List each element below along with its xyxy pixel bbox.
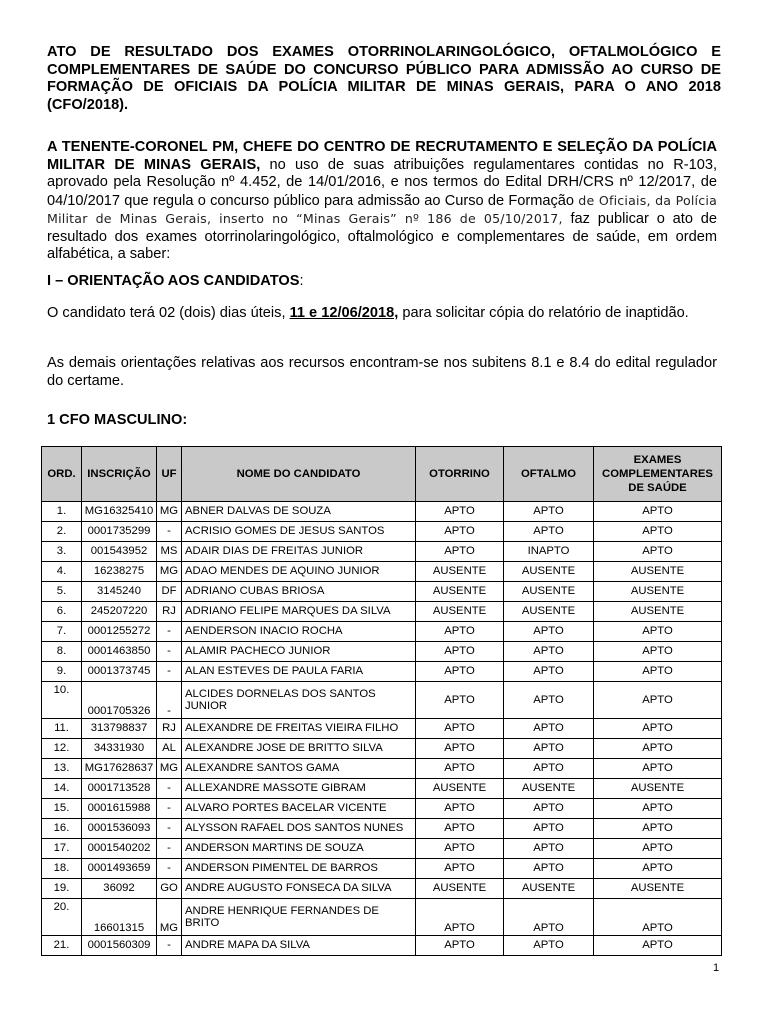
appeals-paragraph: As demais orientações relativas aos recursos encontram-se nos subitens 8.1 e 8.4 do edital regulador do certame. bbox=[47, 355, 717, 389]
cell-uf: DF bbox=[157, 582, 182, 602]
cell-inscricao: 16601315 bbox=[82, 899, 157, 936]
cell-nome: ADAIR DIAS DE FREITAS JUNIOR bbox=[182, 542, 416, 562]
cell-inscricao: 0001615988 bbox=[82, 799, 157, 819]
cell-ord: 18. bbox=[42, 859, 82, 879]
cell-inscricao: 0001735299 bbox=[82, 522, 157, 542]
cell-nome: ABNER DALVAS DE SOUZA bbox=[182, 502, 416, 522]
cell-exames: APTO bbox=[594, 899, 722, 936]
intro-paragraph bbox=[47, 139, 717, 264]
cell-ord: 20. bbox=[42, 899, 82, 936]
cell-nome: ALEXANDRE JOSE DE BRITTO SILVA bbox=[182, 739, 416, 759]
cell-otorrino: AUSENTE bbox=[416, 602, 504, 622]
cell-uf: - bbox=[157, 522, 182, 542]
cell-uf: MG bbox=[157, 562, 182, 582]
cell-ord: 15. bbox=[42, 799, 82, 819]
cell-oftalmo: APTO bbox=[504, 859, 594, 879]
cell-nome: ALLEXANDRE MASSOTE GIBRAM bbox=[182, 779, 416, 799]
cell-nome: ACRISIO GOMES DE JESUS SANTOS bbox=[182, 522, 416, 542]
cell-inscricao: 0001373745 bbox=[82, 662, 157, 682]
cell-ord: 2. bbox=[42, 522, 82, 542]
table-row bbox=[42, 779, 722, 799]
cell-ord: 10. bbox=[42, 682, 82, 719]
section-heading-colon: : bbox=[299, 273, 304, 289]
cell-uf: MG bbox=[157, 502, 182, 522]
cell-otorrino: APTO bbox=[416, 739, 504, 759]
cell-oftalmo: AUSENTE bbox=[504, 879, 594, 899]
cell-uf: MG bbox=[157, 899, 182, 936]
cell-exames: APTO bbox=[594, 839, 722, 859]
section-heading-text: I – ORIENTAÇÃO AOS CANDIDATOS bbox=[47, 273, 300, 289]
cell-exames: APTO bbox=[594, 719, 722, 739]
cell-nome: ANDERSON MARTINS DE SOUZA bbox=[182, 839, 416, 859]
cell-nome: ANDERSON PIMENTEL DE BARROS bbox=[182, 859, 416, 879]
cell-otorrino: AUSENTE bbox=[416, 562, 504, 582]
cell-otorrino: APTO bbox=[416, 542, 504, 562]
cell-oftalmo: APTO bbox=[504, 739, 594, 759]
table-row bbox=[42, 839, 722, 859]
cell-nome: ALYSSON RAFAEL DOS SANTOS NUNES bbox=[182, 819, 416, 839]
cell-ord: 19. bbox=[42, 879, 82, 899]
cell-oftalmo: APTO bbox=[504, 819, 594, 839]
cell-uf: - bbox=[157, 839, 182, 859]
cell-ord: 11. bbox=[42, 719, 82, 739]
deadline-paragraph-end: para solicitar cópia do relatório de inaptidão. bbox=[398, 305, 689, 321]
cell-ord: 8. bbox=[42, 642, 82, 662]
header-nome: NOME DO CANDIDATO bbox=[182, 447, 416, 502]
cell-inscricao: 0001493659 bbox=[82, 859, 157, 879]
cell-otorrino: APTO bbox=[416, 642, 504, 662]
results-table bbox=[41, 446, 722, 956]
table-row bbox=[42, 602, 722, 622]
cell-exames: AUSENTE bbox=[594, 602, 722, 622]
document-title: ATO DE RESULTADO DOS EXAMES OTORRINOLARINGOLÓGICO, OFTALMOLÓGICO E COMPLEMENTARES DE SAÚDE DO CONCURSO PÚBLICO PARA ADMISSÃO AO CURSO DE FORMAÇÃO DE OFICIAIS DA POLÍCIA MILITAR DE MINAS GERAIS, PARA O ANO 2018 (CFO/2018). bbox=[47, 44, 721, 113]
cell-ord: 1. bbox=[42, 502, 82, 522]
cell-exames: APTO bbox=[594, 739, 722, 759]
table-row bbox=[42, 859, 722, 879]
cell-oftalmo: APTO bbox=[504, 622, 594, 642]
cell-oftalmo: APTO bbox=[504, 759, 594, 779]
cell-inscricao: 16238275 bbox=[82, 562, 157, 582]
cell-otorrino: APTO bbox=[416, 522, 504, 542]
cell-inscricao: 36092 bbox=[82, 879, 157, 899]
cell-exames: APTO bbox=[594, 682, 722, 719]
cell-inscricao: MG16325410 bbox=[82, 502, 157, 522]
intro-gazette: de Oficiais, da Polícia Militar de Minas Gerais, inserto no “Minas Gerais” nº 186 de 05/10/2017, bbox=[47, 192, 717, 226]
cell-otorrino: APTO bbox=[416, 682, 504, 719]
cell-uf: - bbox=[157, 859, 182, 879]
cell-exames: AUSENTE bbox=[594, 582, 722, 602]
cell-oftalmo: AUSENTE bbox=[504, 779, 594, 799]
cell-inscricao: 34331930 bbox=[82, 739, 157, 759]
table-row bbox=[42, 522, 722, 542]
cell-nome: ALAMIR PACHECO JUNIOR bbox=[182, 642, 416, 662]
cell-nome: ALEXANDRE DE FREITAS VIEIRA FILHO bbox=[182, 719, 416, 739]
intro-lead: A TENENTE-CORONEL PM, CHEFE DO CENTRO DE RECRUTAMENTO E SELEÇÃO DA POLÍCIA MILITAR DE MINAS GERAIS, bbox=[47, 139, 717, 173]
results-body bbox=[42, 502, 722, 956]
cell-nome: ALEXANDRE SANTOS GAMA bbox=[182, 759, 416, 779]
cell-inscricao: 3145240 bbox=[82, 582, 157, 602]
table-row bbox=[42, 719, 722, 739]
cell-uf: - bbox=[157, 642, 182, 662]
cell-ord: 6. bbox=[42, 602, 82, 622]
table-row bbox=[42, 662, 722, 682]
cell-inscricao: 0001255272 bbox=[82, 622, 157, 642]
table-row bbox=[42, 642, 722, 662]
cell-inscricao: 313798837 bbox=[82, 719, 157, 739]
cell-ord: 4. bbox=[42, 562, 82, 582]
cell-uf: - bbox=[157, 779, 182, 799]
cell-ord: 12. bbox=[42, 739, 82, 759]
cell-otorrino: APTO bbox=[416, 622, 504, 642]
cell-exames: APTO bbox=[594, 859, 722, 879]
deadline-paragraph bbox=[47, 304, 717, 322]
cell-nome: ANDRE HENRIQUE FERNANDES DE BRITO bbox=[182, 899, 416, 936]
cell-ord: 3. bbox=[42, 542, 82, 562]
cell-ord: 21. bbox=[42, 936, 82, 956]
cell-exames: APTO bbox=[594, 759, 722, 779]
table-row bbox=[42, 502, 722, 522]
cell-uf: - bbox=[157, 622, 182, 642]
table-row bbox=[42, 682, 722, 719]
table-row bbox=[42, 799, 722, 819]
cell-oftalmo: APTO bbox=[504, 682, 594, 719]
cell-oftalmo: APTO bbox=[504, 642, 594, 662]
cell-uf: - bbox=[157, 799, 182, 819]
cell-uf: MS bbox=[157, 542, 182, 562]
cell-exames: APTO bbox=[594, 819, 722, 839]
cell-ord: 16. bbox=[42, 819, 82, 839]
cell-otorrino: AUSENTE bbox=[416, 582, 504, 602]
cell-exames: APTO bbox=[594, 502, 722, 522]
cell-nome: ALAN ESTEVES DE PAULA FARIA bbox=[182, 662, 416, 682]
table-row bbox=[42, 582, 722, 602]
cell-nome: ALVARO PORTES BACELAR VICENTE bbox=[182, 799, 416, 819]
cell-exames: APTO bbox=[594, 936, 722, 956]
cell-exames: APTO bbox=[594, 542, 722, 562]
cell-oftalmo: APTO bbox=[504, 719, 594, 739]
cell-exames: APTO bbox=[594, 799, 722, 819]
cell-exames: AUSENTE bbox=[594, 562, 722, 582]
cell-exames: AUSENTE bbox=[594, 779, 722, 799]
header-inscricao: INSCRIÇÃO bbox=[82, 447, 157, 502]
cell-nome: ADRIANO FELIPE MARQUES DA SILVA bbox=[182, 602, 416, 622]
intro-body: no uso de suas atribuições regulamentares contidas no R-103, aprovado pela Resolução nº 4.452, de 14/01/2016, e nos termos do Edital DRH/CRS nº 12/2017, de 04/10/2017 que regula o concurso público para admissão ao Curso de Formação bbox=[47, 156, 717, 209]
cell-nome: ADAO MENDES DE AQUINO JUNIOR bbox=[182, 562, 416, 582]
table-header-row bbox=[42, 447, 722, 502]
cell-inscricao: 0001540202 bbox=[82, 839, 157, 859]
cell-nome: ANDRE AUGUSTO FONSECA DA SILVA bbox=[182, 879, 416, 899]
cell-oftalmo: APTO bbox=[504, 502, 594, 522]
cell-oftalmo: APTO bbox=[504, 839, 594, 859]
cell-exames: APTO bbox=[594, 622, 722, 642]
cell-ord: 14. bbox=[42, 779, 82, 799]
cell-inscricao: 0001560309 bbox=[82, 936, 157, 956]
cell-uf: RJ bbox=[157, 719, 182, 739]
cell-uf: - bbox=[157, 682, 182, 719]
cell-oftalmo: AUSENTE bbox=[504, 582, 594, 602]
header-ord: ORD. bbox=[42, 447, 82, 502]
cell-inscricao: 001543952 bbox=[82, 542, 157, 562]
cell-oftalmo: APTO bbox=[504, 662, 594, 682]
page-number: 1 bbox=[713, 962, 720, 974]
cell-otorrino: APTO bbox=[416, 839, 504, 859]
table-row bbox=[42, 819, 722, 839]
cell-uf: MG bbox=[157, 759, 182, 779]
subsection-heading: 1 CFO MASCULINO: bbox=[47, 412, 188, 428]
header-oftalmo: OFTALMO bbox=[504, 447, 594, 502]
cell-inscricao: 0001536093 bbox=[82, 819, 157, 839]
cell-uf: RJ bbox=[157, 602, 182, 622]
cell-uf: AL bbox=[157, 739, 182, 759]
cell-exames: APTO bbox=[594, 522, 722, 542]
table-row bbox=[42, 759, 722, 779]
table-row bbox=[42, 739, 722, 759]
cell-exames: AUSENTE bbox=[594, 879, 722, 899]
table-row bbox=[42, 622, 722, 642]
cell-nome: ADRIANO CUBAS BRIOSA bbox=[182, 582, 416, 602]
cell-ord: 13. bbox=[42, 759, 82, 779]
cell-oftalmo: APTO bbox=[504, 899, 594, 936]
table-row bbox=[42, 936, 722, 956]
cell-exames: APTO bbox=[594, 662, 722, 682]
table-row bbox=[42, 542, 722, 562]
cell-otorrino: APTO bbox=[416, 859, 504, 879]
cell-uf: - bbox=[157, 819, 182, 839]
cell-otorrino: APTO bbox=[416, 899, 504, 936]
cell-ord: 17. bbox=[42, 839, 82, 859]
cell-otorrino: APTO bbox=[416, 662, 504, 682]
cell-inscricao: MG17628637 bbox=[82, 759, 157, 779]
deadline-paragraph-start: O candidato terá 02 (dois) dias úteis, bbox=[47, 305, 290, 321]
header-exames: EXAMES COMPLEMENTARES DE SAÚDE bbox=[594, 447, 722, 502]
cell-otorrino: APTO bbox=[416, 799, 504, 819]
table-row bbox=[42, 879, 722, 899]
cell-oftalmo: AUSENTE bbox=[504, 602, 594, 622]
cell-inscricao: 0001713528 bbox=[82, 779, 157, 799]
header-otorrino: OTORRINO bbox=[416, 447, 504, 502]
header-uf: UF bbox=[157, 447, 182, 502]
cell-otorrino: APTO bbox=[416, 502, 504, 522]
cell-nome: ANDRE MAPA DA SILVA bbox=[182, 936, 416, 956]
cell-otorrino: AUSENTE bbox=[416, 879, 504, 899]
cell-inscricao: 245207220 bbox=[82, 602, 157, 622]
table-row bbox=[42, 562, 722, 582]
cell-inscricao: 0001705326 bbox=[82, 682, 157, 719]
cell-oftalmo: APTO bbox=[504, 799, 594, 819]
cell-inscricao: 0001463850 bbox=[82, 642, 157, 662]
cell-otorrino: APTO bbox=[416, 759, 504, 779]
cell-uf: - bbox=[157, 662, 182, 682]
intro-end: faz publicar o ato de resultado dos exames otorrinolaringológico, oftalmológico e complementares de saúde, em ordem alfabética, a saber: bbox=[47, 211, 718, 262]
cell-ord: 9. bbox=[42, 662, 82, 682]
cell-otorrino: APTO bbox=[416, 719, 504, 739]
cell-oftalmo: AUSENTE bbox=[504, 562, 594, 582]
cell-uf: - bbox=[157, 936, 182, 956]
cell-oftalmo: APTO bbox=[504, 936, 594, 956]
section-heading bbox=[47, 273, 304, 289]
cell-nome: ALCIDES DORNELAS DOS SANTOS JUNIOR bbox=[182, 682, 416, 719]
deadline-dates: 11 e 12/06/2018, bbox=[289, 305, 399, 321]
cell-uf: GO bbox=[157, 879, 182, 899]
cell-ord: 5. bbox=[42, 582, 82, 602]
table-row bbox=[42, 899, 722, 936]
cell-otorrino: APTO bbox=[416, 819, 504, 839]
cell-otorrino: AUSENTE bbox=[416, 779, 504, 799]
cell-otorrino: APTO bbox=[416, 936, 504, 956]
cell-oftalmo: INAPTO bbox=[504, 542, 594, 562]
cell-nome: AENDERSON INACIO ROCHA bbox=[182, 622, 416, 642]
cell-oftalmo: APTO bbox=[504, 522, 594, 542]
cell-exames: APTO bbox=[594, 642, 722, 662]
cell-ord: 7. bbox=[42, 622, 82, 642]
